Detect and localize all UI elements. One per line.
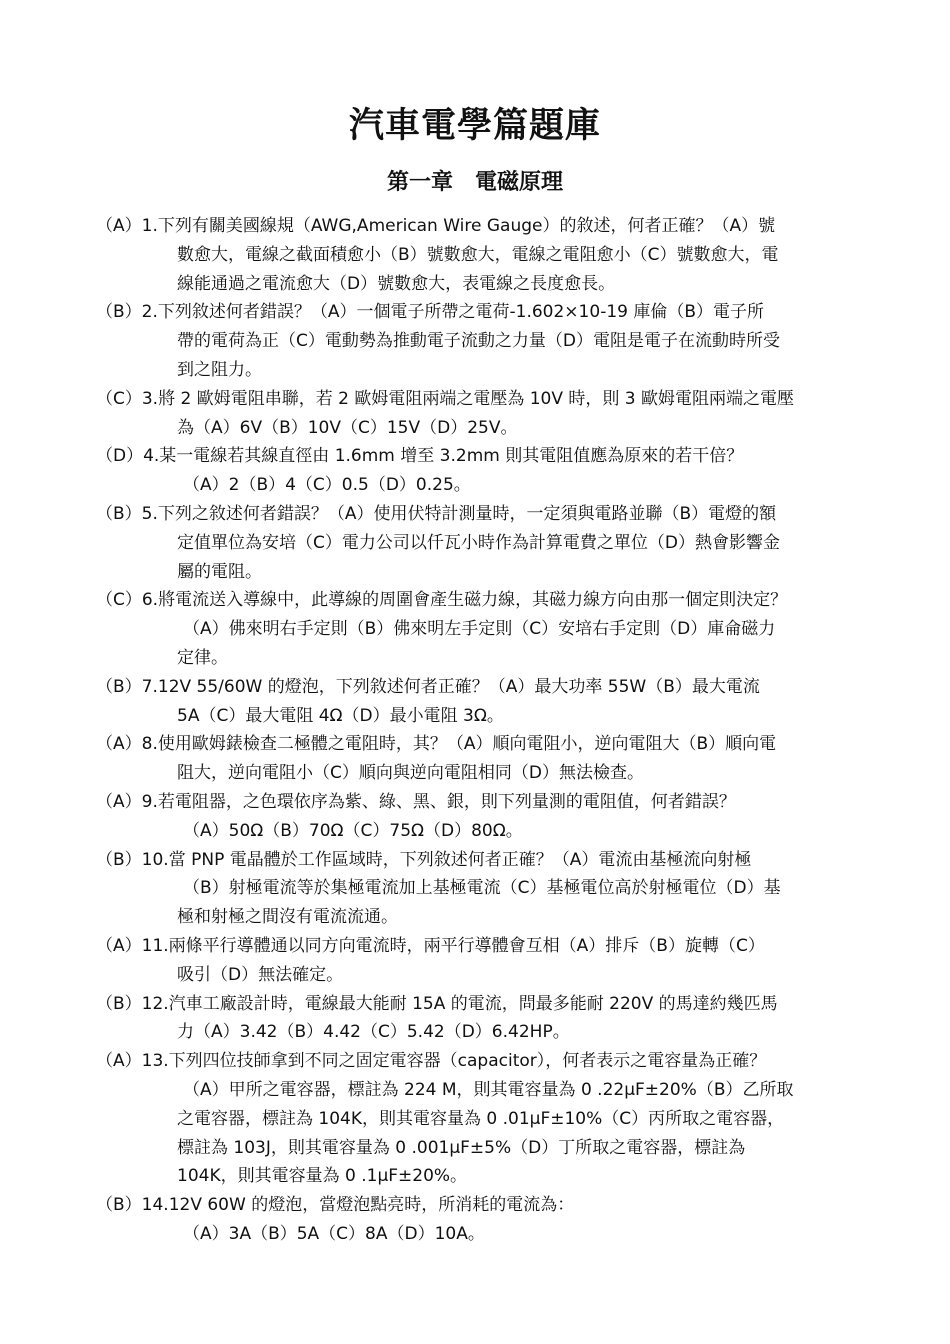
question-list <box>96 212 874 1249</box>
question-text: （C）3.將 2 歐姆電阻串聯，若 2 歐姆電阻兩端之電壓為 10V 時，則 3 歐姆電阻兩端之電壓 <box>96 388 795 409</box>
question-text: （B）10.當 PNP 電晶體於工作區域時，下列敘述何者正確？（A）電流由基極流向射極 <box>96 849 752 870</box>
question-text: （B）2.下列敘述何者錯誤？（A）一個電子所帶之電荷-1.602×10-19 庫倫（B）電子所 <box>96 302 765 323</box>
question-text-continuation: （B）射極電流等於集極電流加上基極電流（C）基極電位高於射極電位（D）基 <box>183 878 781 899</box>
question-text-continuation: 數愈大，電線之截面積愈小（B）號數愈大，電線之電阻愈小（C）號數愈大，電 <box>177 244 779 265</box>
page-title: 汽車電學篇題庫 <box>348 106 601 146</box>
question-text-continuation: 之電容器，標註為 104K，則其電容量為 0 .01μF±10%（C）丙所取之電容器， <box>177 1108 785 1129</box>
question-text: （A）11.兩條平行導體通以同方向電流時，兩平行導體會互相（A）排斥（B）旋轉（C） <box>96 935 765 956</box>
question-text: （B）5.下列之敘述何者錯誤？（A）使用伏特計測量時，一定須與電路並聯（B）電燈的額 <box>96 503 777 524</box>
question-text: （A）8.使用歐姆錶檢查二極體之電阻時，其？（A）順向電阻小，逆向電阻大（B）順向電 <box>96 734 777 755</box>
question-item <box>96 586 874 672</box>
question-text-continuation: 為（A）6V（B）10V（C）15V（D）25V。 <box>177 417 518 438</box>
question-text: （A）13.下列四位技師拿到不同之固定電容器（capacitor），何者表示之電容量為正確？ <box>96 1051 767 1072</box>
question-text-continuation: （A）3A（B）5A（C）8A（D）10A。 <box>183 1223 485 1244</box>
question-item <box>96 1047 874 1191</box>
question-text-continuation: 吸引（D）無法確定。 <box>177 964 344 985</box>
question-item <box>96 500 874 586</box>
chapter-heading: 第一章 電磁原理 <box>386 170 563 195</box>
question-text: （B）7.12V 55/60W 的燈泡，下列敘述何者正確？（A）最大功率 55W（B）最大電流 <box>96 676 760 697</box>
question-text-continuation: 104K，則其電容量為 0 .1μF±20%。 <box>177 1166 468 1187</box>
question-text-continuation: 定律。 <box>177 647 228 668</box>
question-item <box>96 442 874 500</box>
question-item <box>96 990 874 1048</box>
question-text: （C）6.將電流送入導線中，此導線的周圍會產生磁力線，其磁力線方向由那一個定則決定？ <box>96 590 788 611</box>
question-text-continuation: 屬的電阻。 <box>177 561 262 582</box>
question-text: （A）9.若電阻器，之色環依序為紫、綠、黑、銀，則下列量測的電阻值，何者錯誤？ <box>96 791 736 812</box>
question-item <box>96 385 874 443</box>
question-text-continuation: 極和射極之間沒有電流流通。 <box>177 907 398 928</box>
question-text: （D）4.某一電線若其線直徑由 1.6mm 增至 3.2mm 則其電阻值應為原來的若干倍？ <box>96 446 744 467</box>
question-text-continuation: 帶的電荷為正（C）電動勢為推動電子流動之力量（D）電阻是電子在流動時所受 <box>177 331 780 352</box>
question-item <box>96 1191 874 1249</box>
question-item <box>96 788 874 846</box>
question-item <box>96 932 874 990</box>
question-text-continuation: 標註為 103J，則其電容量為 0 .001μF±5%（D）丁所取之電容器，標註為 <box>177 1137 746 1158</box>
question-text: （B）12.汽車工廠設計時，電線最大能耐 15A 的電流，問最多能耐 220V 的馬達約幾匹馬 <box>96 993 778 1014</box>
question-text-continuation: 5A（C）最大電阻 4Ω（D）最小電阻 3Ω。 <box>177 705 504 726</box>
question-text-continuation: （A）2（B）4（C）0.5（D）0.25。 <box>183 475 471 496</box>
question-text-continuation: （A）50Ω（B）70Ω（C）75Ω（D）80Ω。 <box>183 820 523 841</box>
question-text-continuation: 線能通過之電流愈大（D）號數愈大，表電線之長度愈長。 <box>177 273 616 294</box>
question-item <box>96 298 874 384</box>
question-text: （B）14.12V 60W 的燈泡，當燈泡點亮時，所消耗的電流為： <box>96 1195 575 1216</box>
question-text: （A）1.下列有關美國線規（AWG,American Wire Gauge）的敘述，何者正確？（A）號 <box>96 216 776 236</box>
question-item <box>96 846 874 932</box>
question-item <box>96 673 874 731</box>
question-text-continuation: 到之阻力。 <box>177 359 262 380</box>
question-item <box>96 212 874 298</box>
question-text-continuation: 阻大，逆向電阻小（C）順向與逆向電阻相同（D）無法檢查。 <box>177 763 644 784</box>
question-item <box>96 730 874 788</box>
question-text-continuation: （A）甲所之電容器，標註為 224 M，則其電容量為 0 .22μF±20%（B）乙所取 <box>183 1079 794 1100</box>
question-text-continuation: （A）佛來明右手定則（B）佛來明左手定則（C）安培右手定則（D）庫侖磁力 <box>183 619 776 640</box>
question-text-continuation: 力（A）3.42（B）4.42（C）5.42（D）6.42HP。 <box>177 1022 570 1043</box>
question-text-continuation: 定值單位為安培（C）電力公司以仟瓦小時作為計算電費之單位（D）熱會影響金 <box>177 532 780 553</box>
